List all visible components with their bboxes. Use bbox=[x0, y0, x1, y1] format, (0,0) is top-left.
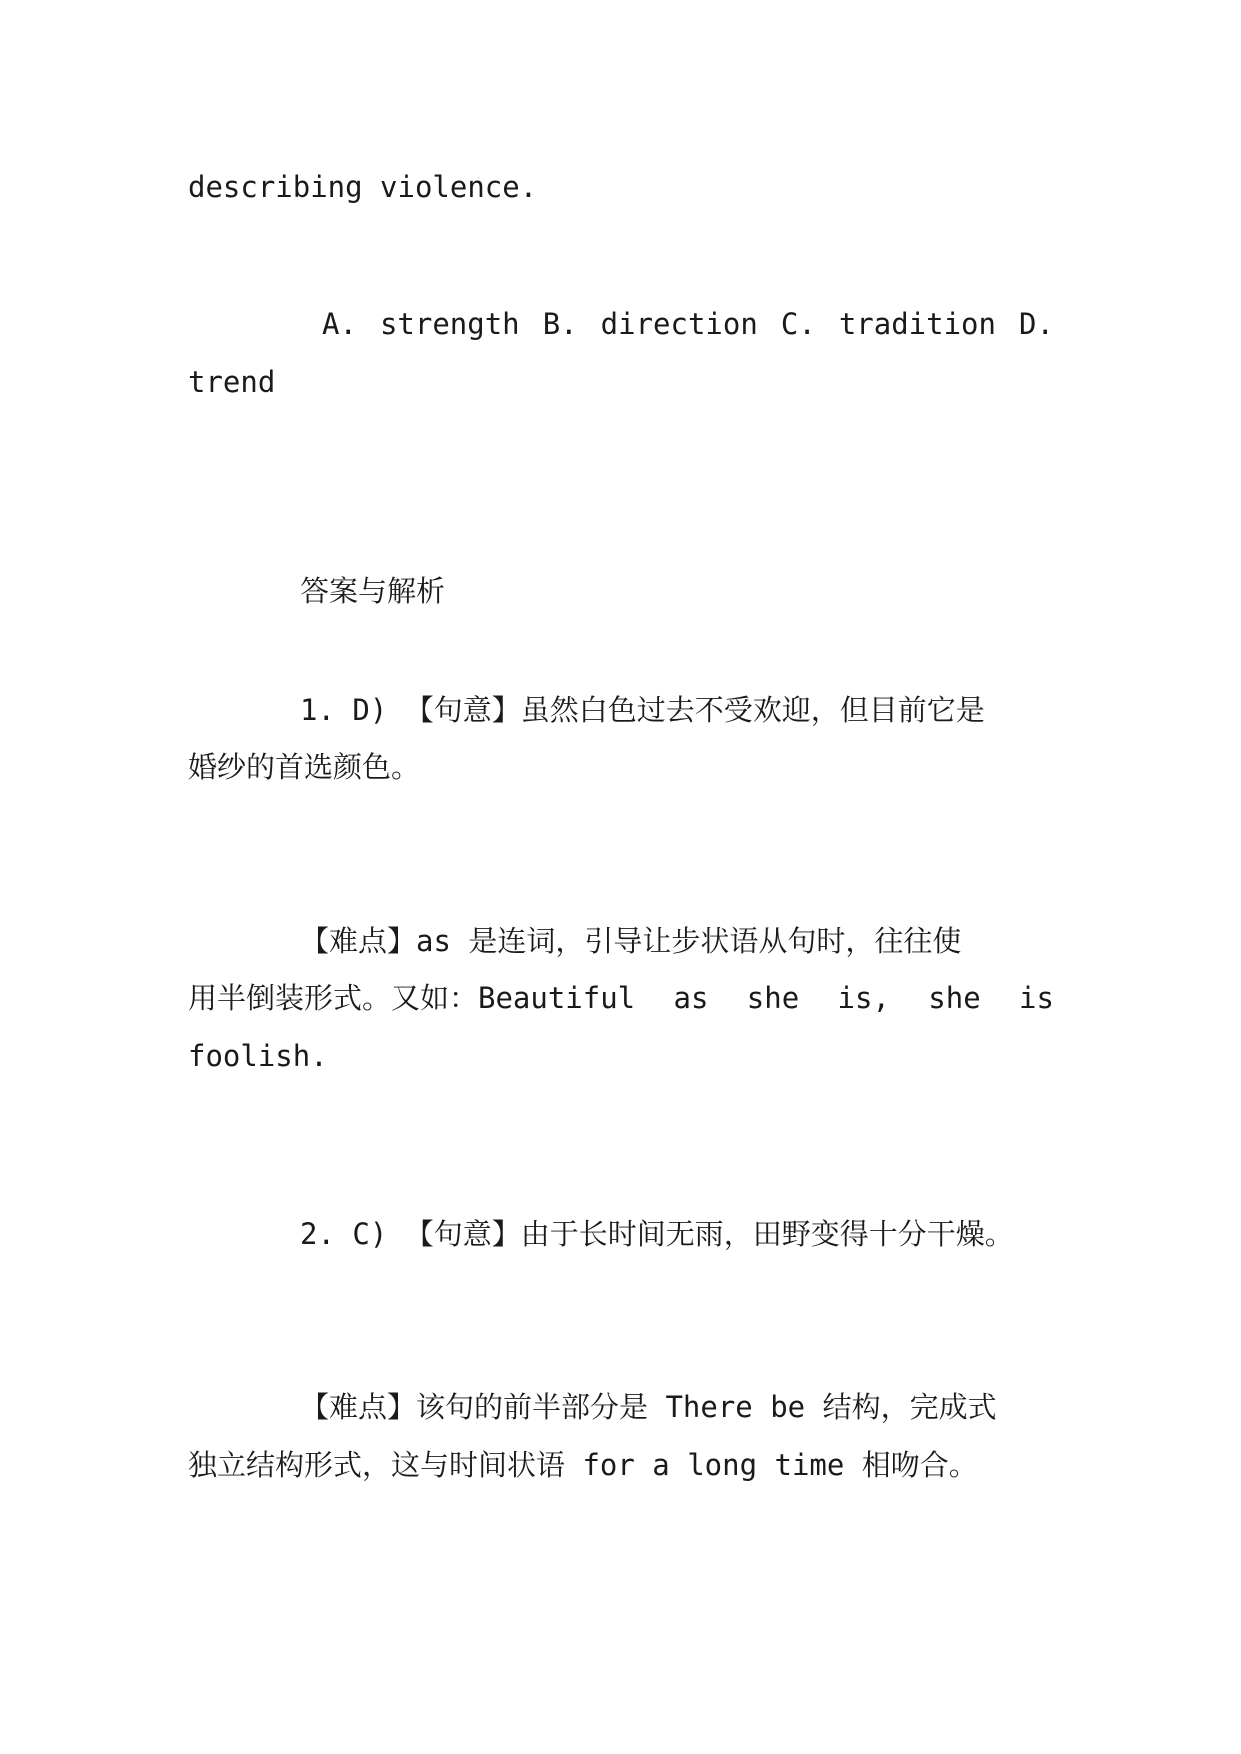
answer-1-sentence-cont: 婚纱的首选颜色。 bbox=[188, 750, 421, 784]
option-c-text: tradition bbox=[838, 307, 996, 341]
option-c-label: C. bbox=[780, 307, 816, 341]
answer-2-note: 【难点】该句的前半部分是 There be 结构，完成式 bbox=[300, 1390, 997, 1424]
option-d-text: trend bbox=[188, 365, 276, 399]
answer-2-sentence: 2. C) 【句意】由于长时间无雨，田野变得十分干燥。 bbox=[300, 1217, 1014, 1251]
note-text-part: as bbox=[673, 981, 709, 1015]
answer-1-note: 【难点】as 是连词，引导让步状语从句时，往往使 bbox=[300, 924, 962, 958]
answer-2-note-cont: 独立结构形式，这与时间状语 for a long time 相吻合。 bbox=[188, 1448, 978, 1482]
answer-options-line bbox=[322, 295, 1054, 353]
note-text-part: 用半倒装形式。又如：Beautiful bbox=[188, 981, 636, 1015]
answers-heading: 答案与解析 bbox=[300, 574, 446, 608]
question-tail-text: describing violence. bbox=[188, 170, 538, 204]
note-text-part: is bbox=[1019, 981, 1054, 1015]
option-a-label: A. bbox=[322, 307, 357, 341]
option-d-label: D. bbox=[1019, 307, 1054, 341]
option-a-text: strength bbox=[379, 307, 520, 341]
answer-1-sentence: 1. D) 【句意】虽然白色过去不受欢迎，但目前它是 bbox=[300, 693, 985, 727]
option-b-text: direction bbox=[600, 307, 758, 341]
answer-1-note-end: foolish. bbox=[188, 1039, 328, 1073]
option-b-label: B. bbox=[542, 307, 578, 341]
note-text-part: she bbox=[746, 981, 800, 1015]
note-text-part: is, bbox=[837, 981, 890, 1015]
note-text-part: she bbox=[928, 981, 981, 1015]
answer-1-note-cont bbox=[188, 969, 1054, 1027]
